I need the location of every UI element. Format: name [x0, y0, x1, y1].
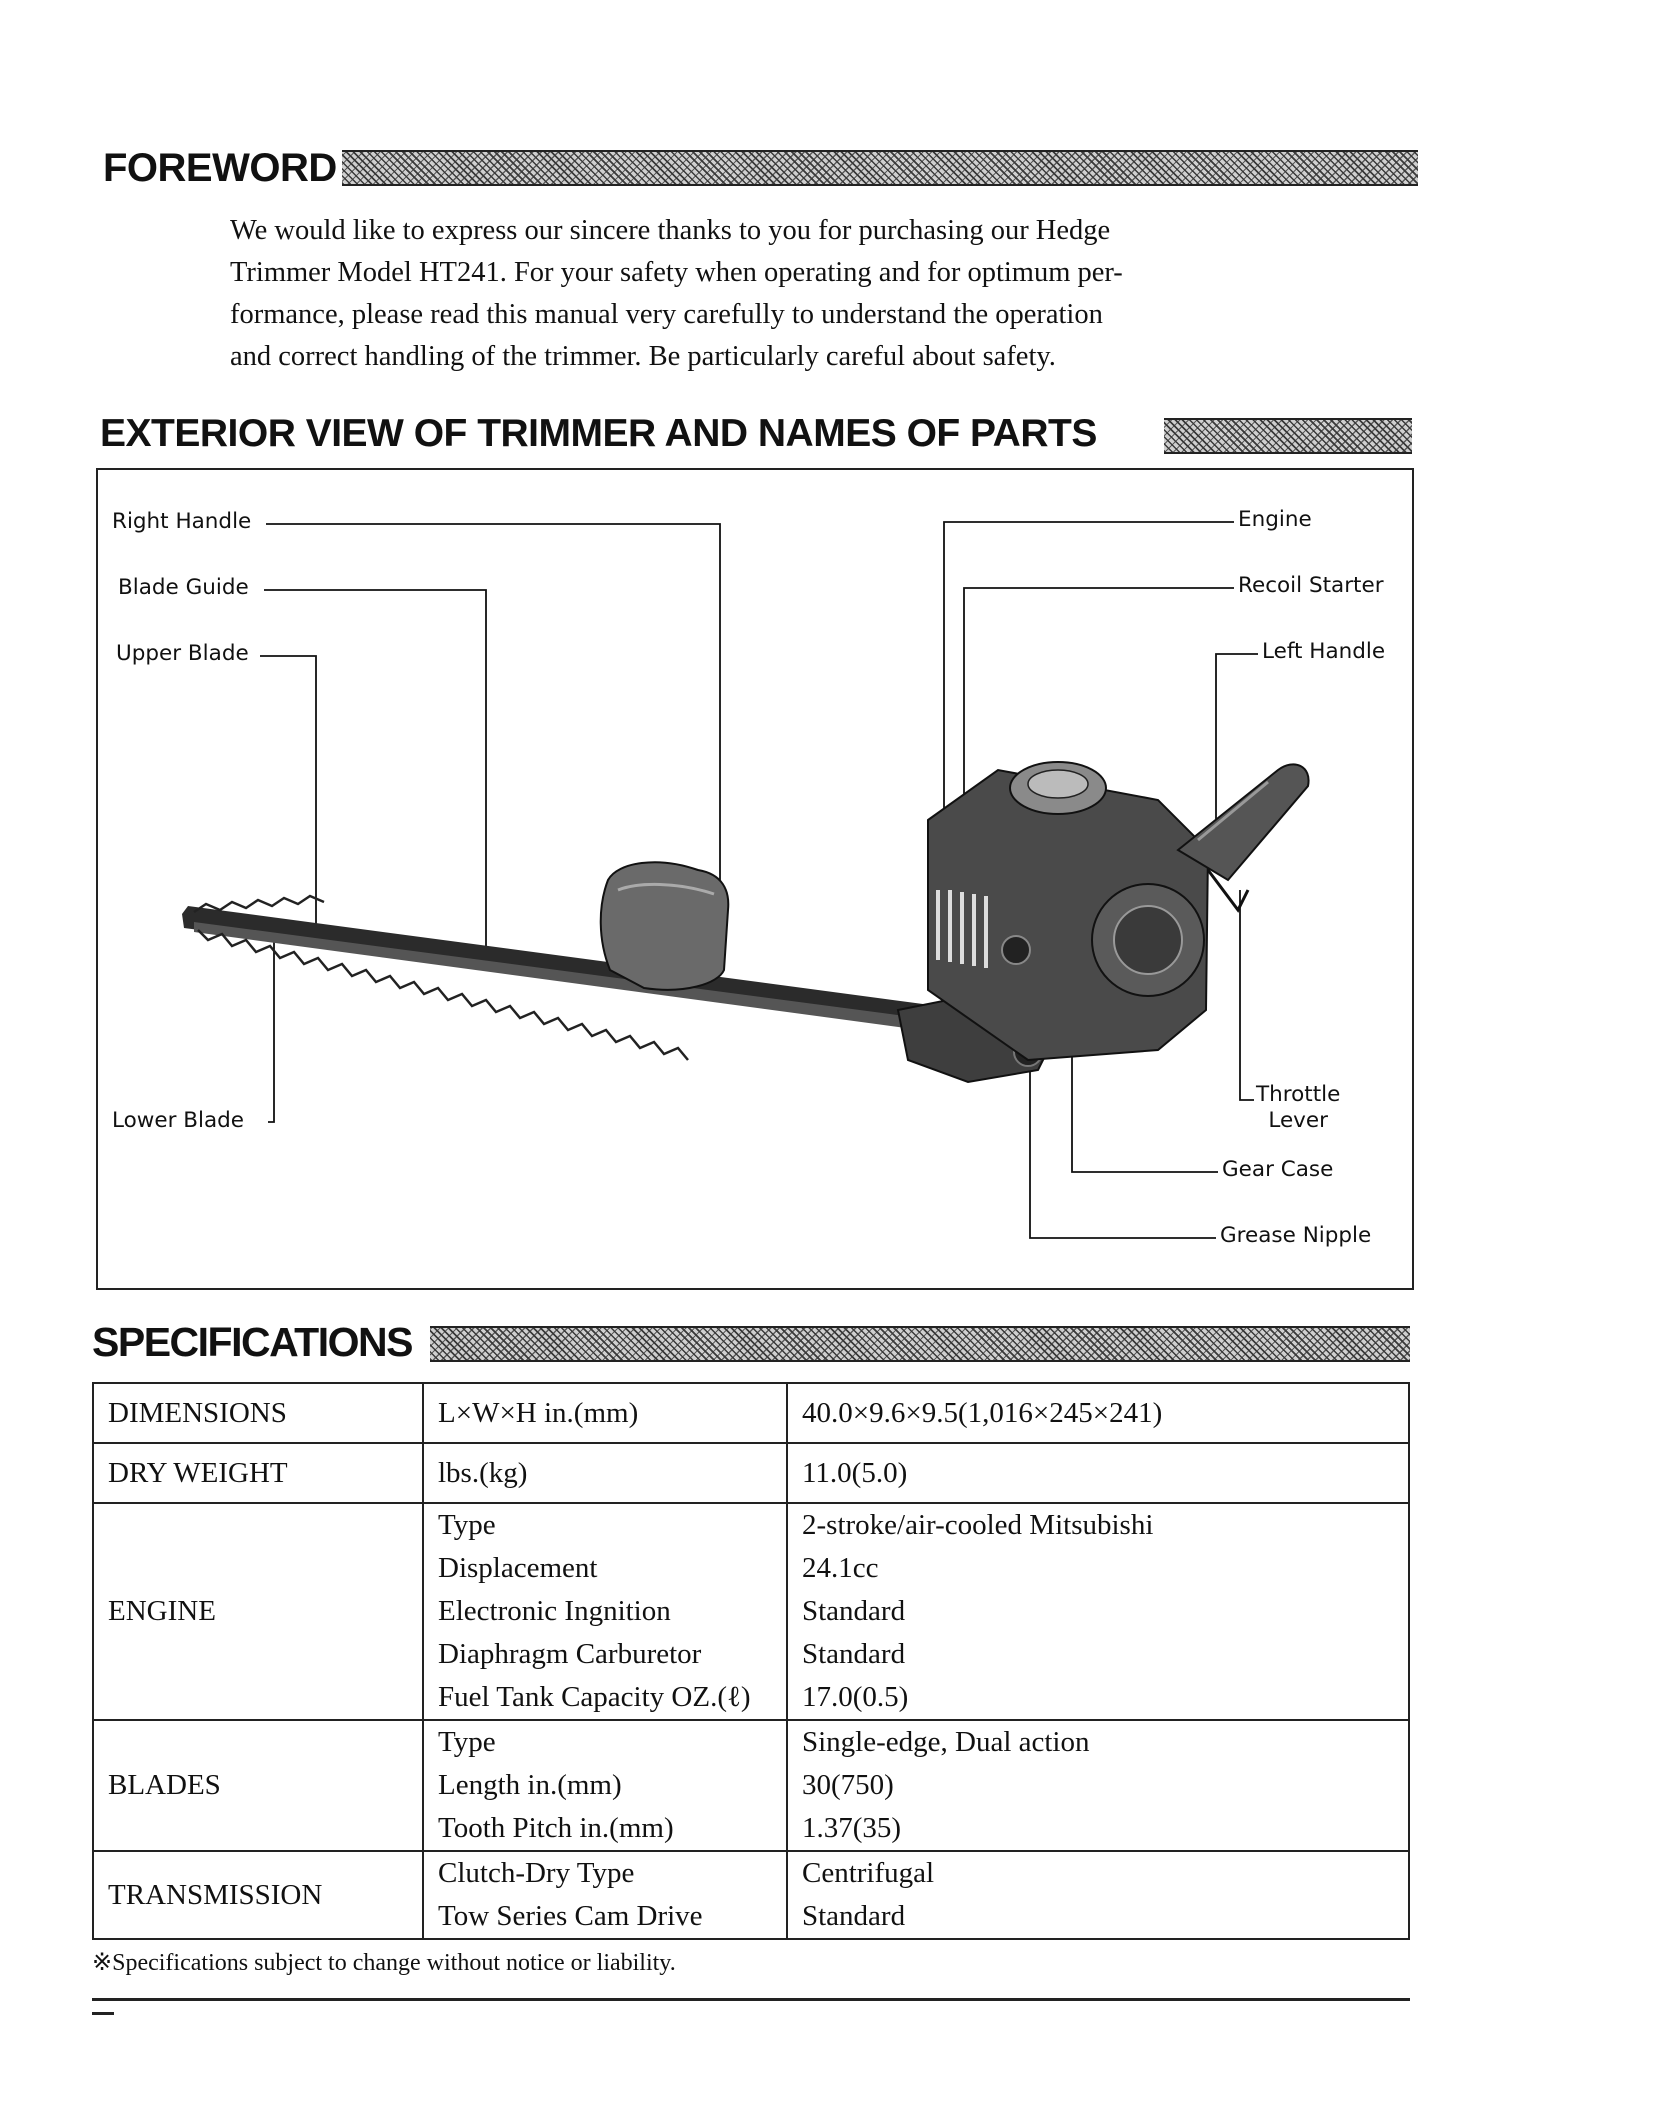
foreword-paragraph [230, 210, 1270, 378]
label-grease-nipple: Grease Nipple [1220, 1223, 1372, 1248]
blade-guide-shape [601, 862, 729, 990]
spec-item: Tooth Pitch in.(mm) [438, 1812, 674, 1844]
table-row [93, 1383, 1409, 1443]
spec-item: Electronic Ingnition [438, 1595, 671, 1627]
spec-item: lbs.(kg) [423, 1443, 787, 1503]
spec-item: Length in.(mm) [438, 1769, 622, 1801]
spec-item: Fuel Tank Capacity OZ.(ℓ) [438, 1681, 751, 1713]
spec-value: 17.0(0.5) [802, 1681, 909, 1713]
spec-item: Tow Series Cam Drive [438, 1900, 703, 1932]
trimmer-illustration [98, 470, 1412, 1288]
table-row [93, 1851, 1409, 1939]
spec-category: BLADES [93, 1720, 423, 1851]
spec-values [787, 1503, 1409, 1720]
spec-value: 1.37(35) [802, 1812, 902, 1844]
exterior-heading-bar [1164, 418, 1412, 454]
spec-value: Centrifugal [802, 1857, 935, 1889]
specifications-heading-bar [430, 1326, 1410, 1362]
foreword-line: Trimmer Model HT241. For your safety when operating and for optimum per- [230, 257, 1123, 288]
spec-item: Diaphragm Carburetor [438, 1638, 702, 1670]
spec-category: DRY WEIGHT [93, 1443, 423, 1503]
spec-value: Standard [802, 1638, 906, 1670]
foreword-heading-bar [342, 150, 1418, 186]
specifications-table [92, 1382, 1410, 1940]
label-upper-blade: Upper Blade [116, 641, 249, 666]
label-gear-case: Gear Case [1222, 1157, 1334, 1182]
spec-category: DIMENSIONS [93, 1383, 423, 1443]
specifications-note: ※Specifications subject to change without notice or liability. [92, 1950, 676, 1976]
spec-items [423, 1720, 787, 1851]
leader-right-handle [266, 524, 720, 888]
label-blade-guide: Blade Guide [118, 575, 249, 600]
spec-category: TRANSMISSION [93, 1851, 423, 1939]
spec-item: Type [438, 1726, 496, 1758]
label-recoil-starter: Recoil Starter [1238, 573, 1384, 598]
spec-value: 2-stroke/air-cooled Mitsubishi [802, 1509, 1154, 1541]
spec-values [787, 1851, 1409, 1939]
table-row [93, 1720, 1409, 1851]
leader-grease-nipple [1030, 1056, 1216, 1238]
label-throttle-lever [1256, 1082, 1340, 1134]
spec-value: 24.1cc [802, 1552, 879, 1584]
spec-values [787, 1720, 1409, 1851]
spec-category: ENGINE [93, 1503, 423, 1720]
engine-shape [928, 762, 1208, 1060]
spec-items [423, 1851, 787, 1939]
spec-item: L×W×H in.(mm) [423, 1383, 787, 1443]
label-left-handle: Left Handle [1262, 639, 1386, 664]
table-row [93, 1503, 1409, 1720]
spec-item: Type [438, 1509, 496, 1541]
footer-rule [92, 1998, 1410, 2001]
table-row [93, 1443, 1409, 1503]
foreword-line: formance, please read this manual very carefully to understand the operation [230, 299, 1103, 330]
label-right-handle: Right Handle [112, 509, 252, 534]
spec-value: 40.0×9.6×9.5(1,016×245×241) [787, 1383, 1409, 1443]
spec-value: 11.0(5.0) [787, 1443, 1409, 1503]
exterior-heading: EXTERIOR VIEW OF TRIMMER AND NAMES OF PARTS [100, 412, 1097, 455]
footer-tick [92, 2012, 114, 2015]
leader-blade-guide [264, 590, 486, 950]
spec-value: Standard [802, 1900, 906, 1932]
label-throttle-line2: Lever [1268, 1107, 1328, 1133]
foreword-heading: FOREWORD [103, 146, 337, 190]
foreword-line: We would like to express our sincere thanks to you for purchasing our Hedge [230, 215, 1111, 246]
leader-gear-case [1072, 1054, 1218, 1172]
label-throttle-line1: Throttle [1256, 1082, 1341, 1107]
leader-lower-blade [268, 932, 274, 1122]
trimmer-diagram [96, 468, 1414, 1290]
spec-value: Single-edge, Dual action [802, 1726, 1090, 1758]
spec-items [423, 1503, 787, 1720]
spec-item: Clutch-Dry Type [438, 1857, 635, 1889]
spec-item: Displacement [438, 1552, 598, 1584]
specifications-heading: SPECIFICATIONS [92, 1319, 412, 1365]
label-lower-blade: Lower Blade [112, 1108, 245, 1133]
foreword-line: and correct handling of the trimmer. Be particularly careful about safety. [230, 341, 1056, 372]
spec-value: 30(750) [802, 1769, 894, 1801]
label-engine: Engine [1238, 507, 1312, 532]
leader-upper-blade [260, 656, 316, 930]
leader-throttle-lever [1240, 890, 1254, 1100]
spec-value: Standard [802, 1595, 906, 1627]
